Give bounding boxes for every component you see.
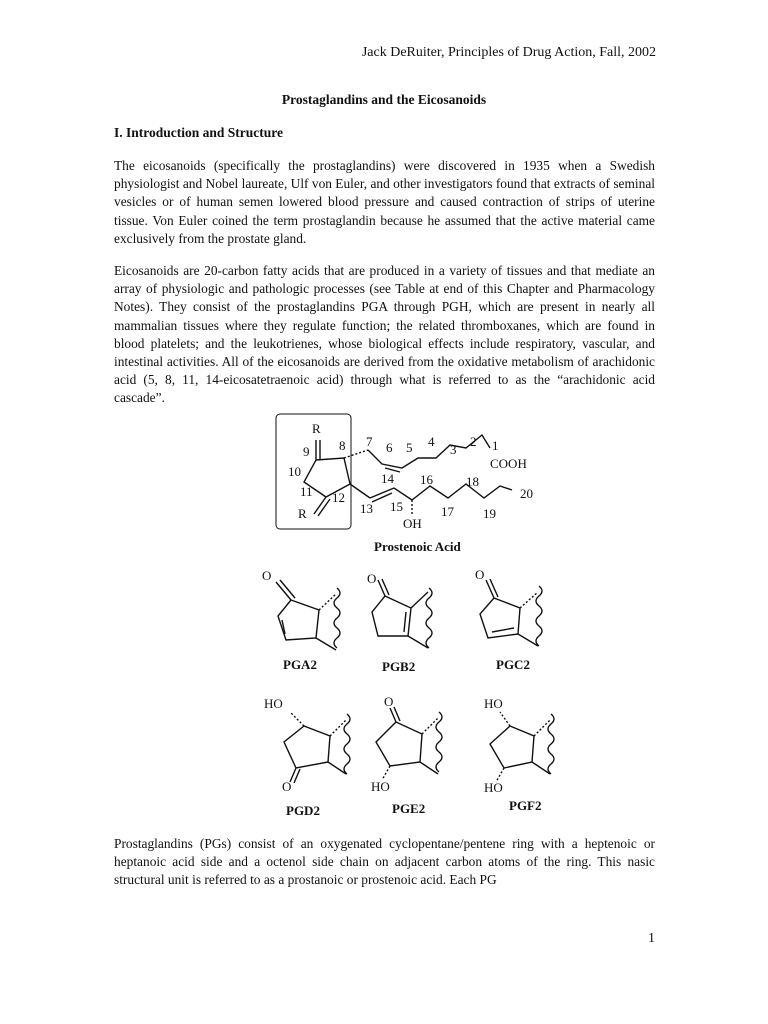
pgd2-substituent-top: HO bbox=[264, 696, 283, 711]
paragraph-intro: The eicosanoids (specifically the prostaglandins) were discovered in 1935 when a Swedish physiologist and Nobel laureate, Ulf von Euler, and other investigators found that extracts of seminal vesicles or of human semen lowered blood pressure and caused contraction of strips of uterine tissue. Von Euler coined the term prostaglandin because he assumed that the active material came exclusively from the prostate gland. bbox=[114, 158, 655, 246]
pgc2-structure bbox=[480, 579, 542, 646]
pga2-label: PGA2 bbox=[283, 657, 317, 672]
oh-label: OH bbox=[403, 516, 422, 531]
carbon-7-label: 7 bbox=[366, 434, 373, 449]
pgd2-structure bbox=[284, 712, 350, 783]
r-top-label: R bbox=[312, 421, 321, 436]
r-bottom-label: R bbox=[298, 506, 307, 521]
pgd2-label: PGD2 bbox=[286, 803, 320, 818]
pge2-substituent-top: O bbox=[384, 694, 394, 709]
pgf2-label: PGF2 bbox=[509, 798, 542, 813]
pga2-substituent-top: O bbox=[262, 568, 272, 583]
pgf2-substituent-top: HO bbox=[484, 696, 503, 711]
carbon-1-label: 1 bbox=[492, 438, 499, 453]
pgc2-label: PGC2 bbox=[496, 657, 530, 672]
carbon-11-label: 11 bbox=[300, 484, 313, 499]
page-number: 1 bbox=[648, 931, 655, 946]
carbon-20-label: 20 bbox=[520, 486, 533, 501]
carbon-17-label: 17 bbox=[441, 504, 454, 519]
pgf2-structure bbox=[490, 712, 554, 782]
cooh-label: COOH bbox=[490, 456, 527, 471]
pgc2-substituent-top: O bbox=[475, 567, 485, 582]
pge2-label: PGE2 bbox=[392, 801, 426, 816]
carbon-10-label: 10 bbox=[288, 464, 301, 479]
carbon-14-label: 14 bbox=[381, 471, 394, 486]
pgd2-substituent-bottom: O bbox=[282, 779, 292, 794]
carbon-19-label: 19 bbox=[483, 506, 496, 521]
prostenoic-caption: Prostenoic Acid bbox=[374, 539, 461, 554]
carbon-8-label: 8 bbox=[339, 438, 346, 453]
carbon-18-label: 18 bbox=[466, 474, 479, 489]
carbon-2-label: 2 bbox=[470, 434, 477, 449]
carbon-15-label: 15 bbox=[390, 499, 403, 514]
carbon-4-label: 4 bbox=[428, 434, 435, 449]
carbon-16-label: 16 bbox=[420, 472, 433, 487]
paragraph-structure: Prostaglandins (PGs) consist of an oxygenated cyclopentane/pentene ring with a heptenoic or heptanoic acid side and a octenol side chain on adjacent carbon atoms of the ring. This nasic structural unit is referred to as a prostanoic or prostenoic acid. Each PG bbox=[114, 836, 655, 888]
pgf2-substituent-bottom: HO bbox=[484, 780, 503, 795]
pge2-structure bbox=[376, 707, 442, 780]
carbon-13-label: 13 bbox=[360, 501, 373, 516]
pgb2-label: PGB2 bbox=[382, 659, 416, 674]
pga2-structure bbox=[276, 580, 340, 650]
running-header: Jack DeRuiter, Principles of Drug Action, Fall, 2002 bbox=[361, 45, 656, 60]
paragraph-eicosanoids: Eicosanoids are 20-carbon fatty acids that are produced in a variety of tissues and that mediate an array of physiologic and pathologic processes (see Table at end of this Chapter and Pharmacology Notes). They consist of the prostaglandins PGA through PGH, which are present in nearly all mammalian tissues where they regulate function; the related thromboxanes, which are found in blood platelets; and the leukotrienes, whose biological effects include respiratory, vascular, and intestinal activities. All of the eicosanoids are derived from the oxidative metabolism of arachidonic acid (5, 8, 11, 14-eicosatetraenoic acid) through what is referred to as the “arachidonic acid cascade”. bbox=[114, 263, 655, 406]
carbon-9-label: 9 bbox=[303, 444, 310, 459]
carbon-5-label: 5 bbox=[406, 440, 413, 455]
section-heading: I. Introduction and Structure bbox=[114, 125, 284, 140]
carbon-3-label: 3 bbox=[450, 442, 457, 457]
pgb2-substituent-top: O bbox=[367, 571, 377, 586]
page-title: Prostaglandins and the Eicosanoids bbox=[281, 92, 487, 107]
carbon-6-label: 6 bbox=[386, 440, 393, 455]
pge2-substituent-bottom: HO bbox=[371, 779, 390, 794]
carbon-12-label: 12 bbox=[332, 490, 345, 505]
pgb2-structure bbox=[372, 579, 432, 648]
